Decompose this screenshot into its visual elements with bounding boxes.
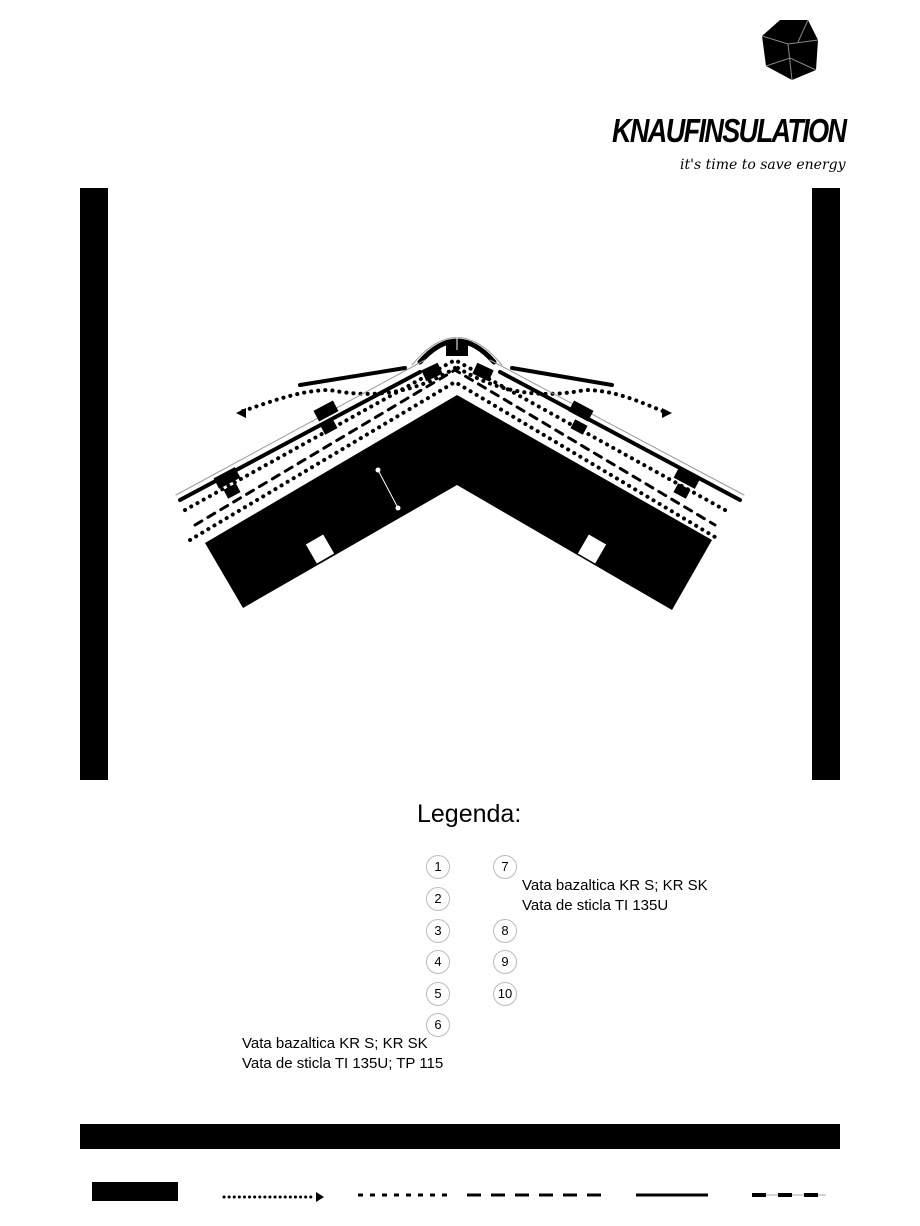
legend-line: Vata bazaltica KR S; KR SK [242, 1035, 428, 1052]
line-type-key [80, 1170, 840, 1226]
legend-line: Vata bazaltica KR S; KR SK [522, 877, 708, 894]
line-type-dotted-arrow [224, 1192, 324, 1202]
legend-number: 8 [493, 919, 517, 943]
legend-number: 3 [426, 919, 450, 943]
legend-line: Vata de sticla TI 135U; TP 115 [242, 1055, 444, 1072]
legend-number: 7 [493, 855, 517, 879]
legend-item-7-text [522, 876, 708, 916]
legend-number: 4 [426, 950, 450, 974]
legend-number: 1 [426, 855, 450, 879]
legend-number: 9 [493, 950, 517, 974]
legend-title: Legenda: [417, 800, 522, 828]
brand-logo: KNAUFINSULATION [612, 112, 846, 149]
insulation-block [205, 395, 712, 610]
legend-item-6-text [242, 1034, 443, 1074]
legend-line: Vata de sticla TI 135U [522, 897, 669, 914]
legend-number: 2 [426, 887, 450, 911]
line-type-solid-block [92, 1182, 178, 1201]
airflow-arrow-left [240, 368, 455, 412]
legend-number: 6 [426, 1013, 450, 1037]
legend-number: 5 [426, 982, 450, 1006]
legend-number: 10 [493, 982, 517, 1006]
footer-bar [80, 1124, 840, 1149]
brand-tagline: it's time to save energy [680, 157, 846, 173]
